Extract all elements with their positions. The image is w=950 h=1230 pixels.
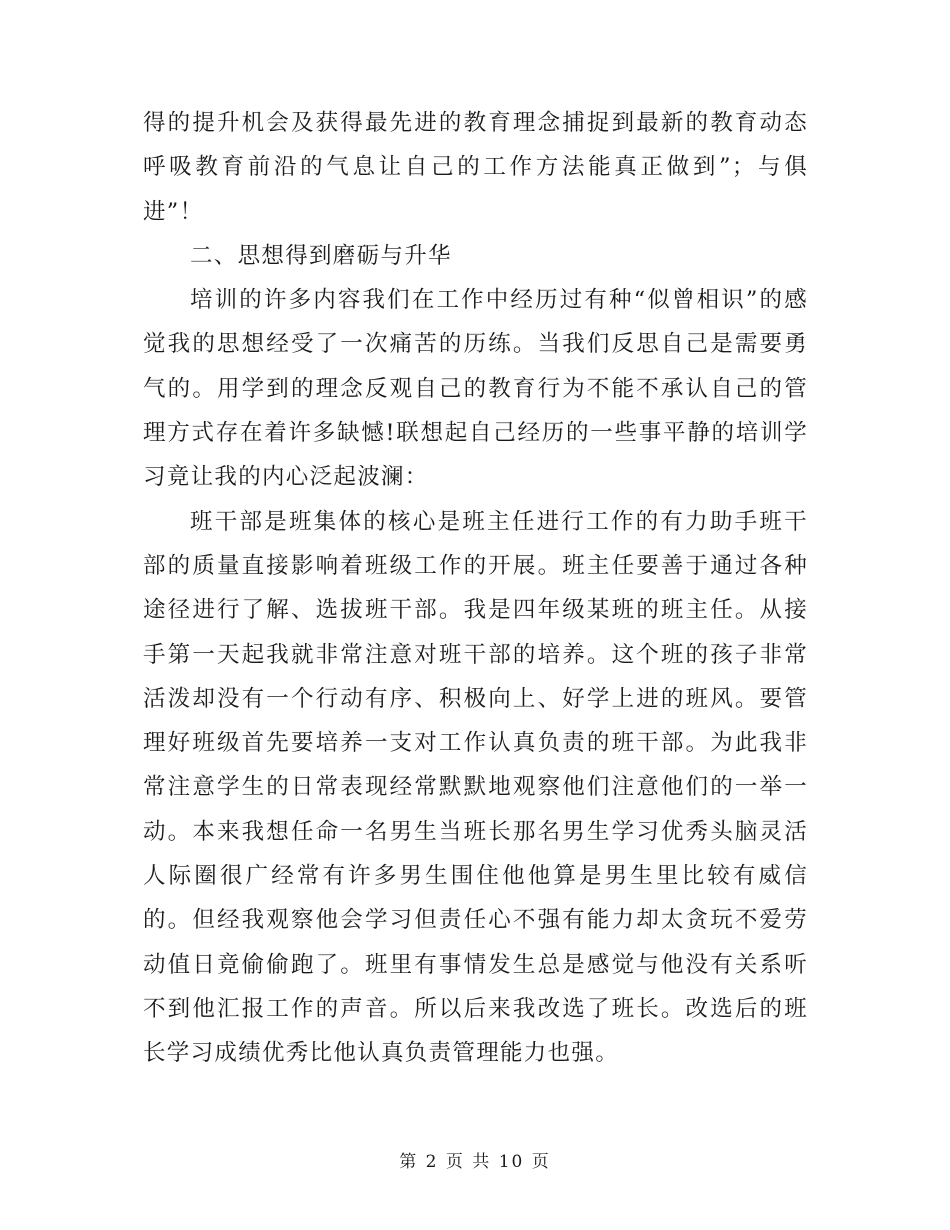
paragraph-reflection: 培训的许多内容我们在工作中经历过有种“似曾相识”的感觉我的思想经受了一次痛苦的历练。当我们反思自己是需要勇气的。用学到的理念反观自己的教育行为不能不承认自己的管理方式存在着许多缺憾!联想起自己经历的一些事平静的培训学习竟让我的内心泛起波澜：: [143, 287, 808, 491]
document-body: [143, 101, 808, 1076]
paragraph-class-cadre: 班干部是班集体的核心是班主任进行工作的有力助手班干部的质量直接影响着班级工作的开展。班主任要善于通过各种途径进行了解、选拔班干部。我是四年级某班的班主任。从接手第一天起我就非常注意对班干部的培养。这个班的孩子非常活泼却没有一个行动有序、积极向上、好学上进的班风。要管理好班级首先要培养一支对工作认真负责的班干部。为此我非常注意学生的日常表现经常默默地观察他们注意他们的一举一动。本来我想任命一名男生当班长那名男生学习优秀头脑灵活人际圈很广经常有许多男生围住他他算是男生里比较有威信的。但经我观察他会学习但责任心不强有能力却太贪玩不爱劳动值日竟偷偷跑了。班里有事情发生总是感觉与他没有关系听不到他汇报工作的声音。所以后来我改选了班长。改选后的班长学习成绩优秀比他认真负责管理能力也强。: [143, 508, 808, 1067]
section-heading: 二、思想得到磨砺与升华: [190, 242, 452, 269]
page-number-footer: 第 2 页 共 10 页: [399, 1152, 551, 1172]
paragraph-continuation: 得的提升机会及获得最先进的教育理念捕捉到最新的教育动态呼吸教育前沿的气息让自己的工作方法能真正做到”；与俱进”！: [143, 110, 808, 225]
